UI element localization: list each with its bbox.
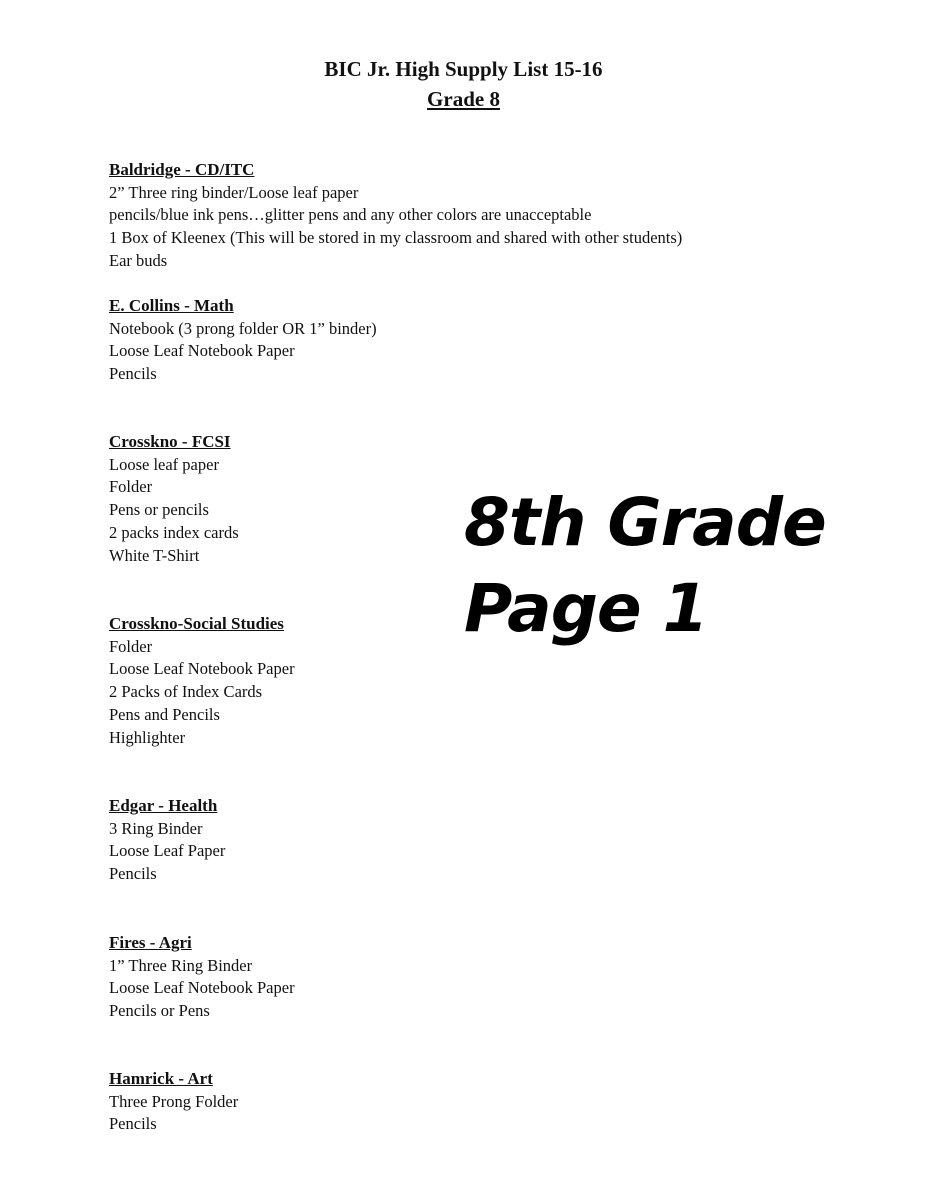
list-item: Pens or pencils — [109, 500, 209, 520]
section-hamrick-art — [109, 1068, 829, 1136]
section-heading: Crosskno - FCSI — [109, 432, 231, 451]
list-item: 2 Packs of Index Cards — [109, 682, 263, 702]
list-item: Folder — [109, 477, 153, 497]
list-item: Highlighter — [109, 727, 186, 747]
list-item: 3 Ring Binder — [109, 818, 203, 838]
stamp-line-grade: 8th Grade — [464, 484, 826, 561]
list-item: Pencils — [109, 1114, 157, 1134]
section-heading: Crosskno-Social Studies — [109, 614, 284, 633]
supply-list — [109, 182, 829, 273]
document-subtitle: Grade 8 — [427, 87, 500, 111]
page-stamp — [464, 480, 826, 652]
list-item: Pencils — [109, 864, 157, 884]
section-edgar-health — [109, 795, 829, 886]
list-item: Pens and Pencils — [109, 704, 220, 724]
section-heading: Edgar - Health — [109, 796, 218, 815]
list-item: Loose Leaf Notebook Paper — [109, 659, 295, 679]
list-item: Notebook (3 prong folder OR 1” binder) — [109, 318, 377, 338]
supply-list — [109, 636, 829, 750]
section-heading: Baldridge - CD/ITC — [109, 160, 255, 179]
section-collins-math — [109, 295, 829, 386]
list-item: Loose Leaf Notebook Paper — [109, 978, 295, 998]
list-item: Three Prong Folder — [109, 1091, 239, 1111]
list-item: 1 Box of Kleenex (This will be stored in my classroom and shared with other students) — [109, 228, 683, 248]
section-fires-agri — [109, 932, 829, 1023]
supply-list — [109, 818, 829, 886]
list-item: pencils/blue ink pens…glitter pens and any other colors are unacceptable — [109, 205, 592, 225]
list-item: Pencils or Pens — [109, 1001, 210, 1021]
list-item: 2 packs index cards — [109, 522, 239, 542]
list-item: Loose leaf paper — [109, 454, 219, 474]
supply-list — [109, 1091, 829, 1136]
supply-list — [109, 318, 829, 386]
page-header — [0, 56, 927, 112]
stamp-line-page: Page 1 — [464, 570, 708, 647]
section-heading: Hamrick - Art — [109, 1069, 213, 1088]
section-heading: E. Collins - Math — [109, 296, 234, 315]
list-item: 2” Three ring binder/Loose leaf paper — [109, 182, 359, 202]
document-title: BIC Jr. High Supply List 15-16 — [324, 57, 603, 81]
list-item: Ear buds — [109, 250, 168, 270]
list-item: Loose Leaf Paper — [109, 841, 226, 861]
list-item: Pencils — [109, 364, 157, 384]
section-heading: Fires - Agri — [109, 933, 192, 952]
list-item: Folder — [109, 636, 153, 656]
section-baldridge — [109, 159, 829, 273]
list-item: White T-Shirt — [109, 545, 200, 565]
supply-list — [109, 955, 829, 1023]
list-item: 1” Three Ring Binder — [109, 955, 253, 975]
list-item: Loose Leaf Notebook Paper — [109, 341, 295, 361]
